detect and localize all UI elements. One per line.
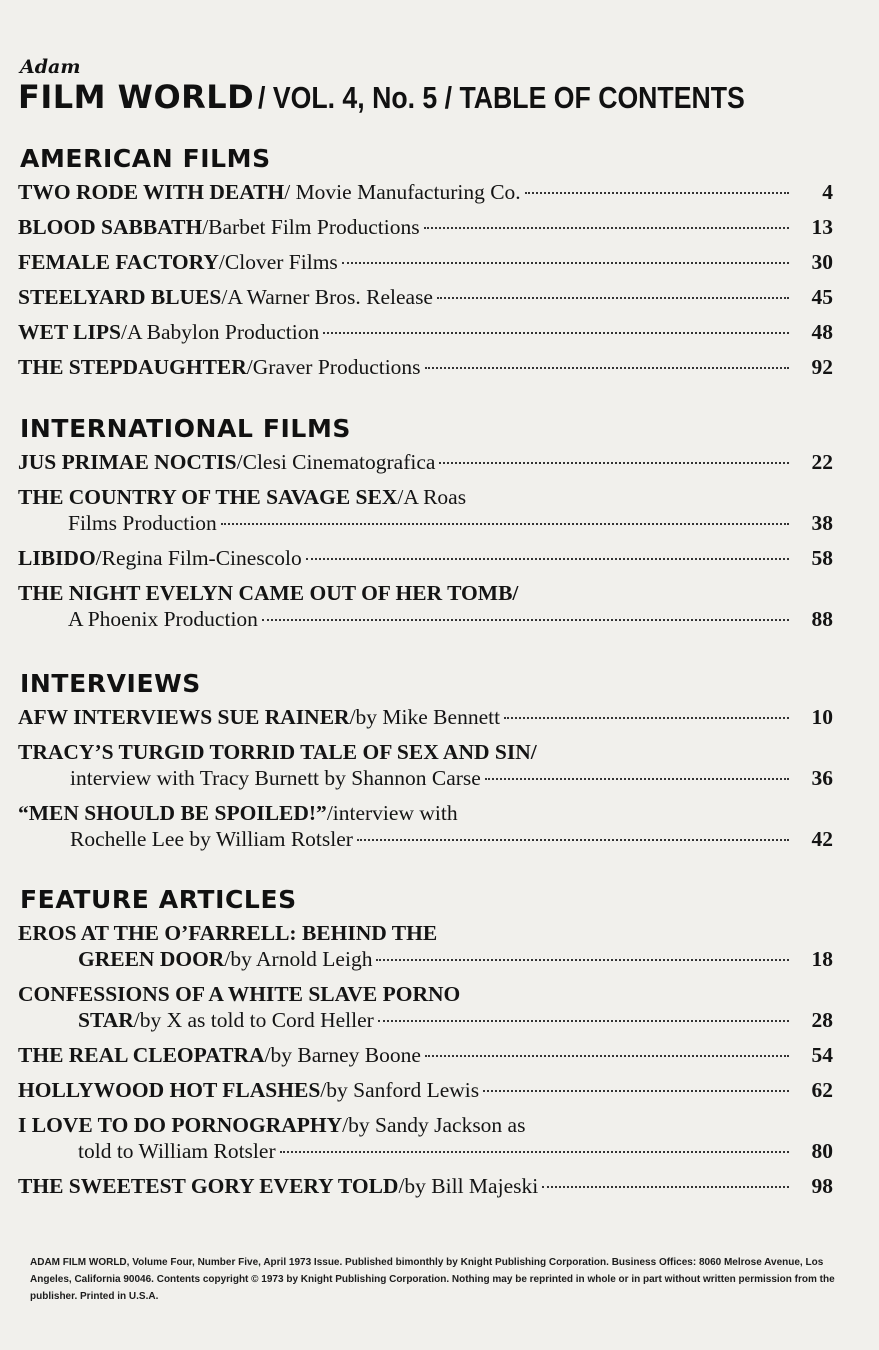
entry-credit-continued: A Phoenix Production bbox=[68, 607, 258, 631]
entry-line bbox=[18, 1042, 833, 1068]
entry-credit-continued: /by Arnold Leigh bbox=[224, 947, 373, 971]
entry-credit: /Barbet Film Productions bbox=[202, 215, 420, 239]
masthead bbox=[18, 78, 824, 116]
page-number: 18 bbox=[811, 947, 833, 971]
entry-continuation bbox=[18, 1138, 833, 1164]
page-number: 30 bbox=[811, 250, 833, 274]
page-number: 38 bbox=[811, 511, 833, 535]
entry-credit: /by Sanford Lewis bbox=[320, 1078, 480, 1102]
entry-title: WET LIPS bbox=[18, 320, 121, 344]
dot-leader bbox=[357, 839, 789, 841]
entry-continuation bbox=[18, 606, 833, 632]
entry-line bbox=[18, 449, 833, 475]
entry-credit: /Regina Film-Cinescolo bbox=[95, 546, 302, 570]
entry-credit: /A Babylon Production bbox=[120, 320, 320, 344]
dot-leader bbox=[378, 1020, 789, 1022]
page-number: 80 bbox=[811, 1139, 833, 1163]
page-number: 28 bbox=[811, 1008, 833, 1032]
page-number: 88 bbox=[811, 607, 833, 631]
entry-line bbox=[18, 580, 833, 606]
entry-line bbox=[18, 214, 833, 240]
entry-credit-continued: /by X as told to Cord Heller bbox=[133, 1008, 374, 1032]
section-heading: INTERNATIONAL FILMS bbox=[20, 414, 352, 443]
entry-line bbox=[18, 545, 833, 571]
entry-title: EROS AT THE O’FARRELL: BEHIND THE bbox=[18, 921, 438, 945]
dot-leader bbox=[221, 523, 789, 525]
entry-line bbox=[18, 1173, 833, 1199]
entry-title: THE STEPDAUGHTER bbox=[18, 355, 247, 379]
section bbox=[18, 669, 833, 861]
section bbox=[18, 885, 833, 1208]
dot-leader bbox=[485, 778, 789, 780]
entry-credit-continued: Films Production bbox=[68, 511, 217, 535]
entry-title: LIBIDO bbox=[18, 546, 96, 570]
toc-entry[interactable] bbox=[18, 1173, 833, 1199]
dot-leader bbox=[342, 262, 789, 264]
entry-continuation bbox=[18, 765, 833, 791]
entry-title: THE SWEETEST GORY EVERY TOLD bbox=[18, 1174, 399, 1198]
page-number: 42 bbox=[811, 827, 833, 851]
entry-line bbox=[18, 1112, 833, 1138]
entry-line bbox=[18, 739, 833, 765]
toc-entry[interactable] bbox=[18, 981, 833, 1033]
toc-entry[interactable] bbox=[18, 704, 833, 730]
dot-leader bbox=[504, 717, 789, 719]
page-number: 92 bbox=[811, 355, 833, 379]
entry-title: “MEN SHOULD BE SPOILED!” bbox=[18, 801, 327, 825]
entry-title: THE NIGHT EVELYN CAME OUT OF HER TOMB/ bbox=[18, 581, 519, 605]
entry-credit: /interview with bbox=[326, 801, 458, 825]
toc-entry[interactable] bbox=[18, 1077, 833, 1103]
page-number: 10 bbox=[811, 705, 833, 729]
entry-credit: /Clover Films bbox=[218, 250, 338, 274]
entry-line bbox=[18, 319, 833, 345]
toc-entry[interactable] bbox=[18, 1042, 833, 1068]
publication-footer: ADAM FILM WORLD, Volume Four, Number Five, April 1973 Issue. Published bimonthly by Knight Publishing Corporation. Business Offices: 8060 Melrose Avenue, Los Angeles, California 90046. Contents copyright © 1973 by Knight Publishing Corporation. Nothing may be reprinted in whole or in part without written permission from the publisher. Printed in U.S.A. bbox=[30, 1257, 835, 1302]
toc-entry[interactable] bbox=[18, 580, 833, 632]
toc-entry[interactable] bbox=[18, 319, 833, 345]
entry-continuation bbox=[18, 510, 833, 536]
page-number: 98 bbox=[811, 1174, 833, 1198]
toc-entry[interactable] bbox=[18, 484, 833, 536]
section-heading: AMERICAN FILMS bbox=[20, 144, 271, 173]
entry-credit: /A Warner Bros. Release bbox=[221, 285, 433, 309]
brand-logo: Adam bbox=[20, 56, 81, 78]
dot-leader bbox=[425, 367, 789, 369]
toc-entry[interactable] bbox=[18, 1112, 833, 1164]
section-heading: INTERVIEWS bbox=[20, 669, 201, 698]
entry-credit-continued: told to William Rotsler bbox=[78, 1139, 276, 1163]
dot-leader bbox=[439, 462, 789, 464]
entry-title: CONFESSIONS OF A WHITE SLAVE PORNO bbox=[18, 982, 461, 1006]
dot-leader bbox=[376, 959, 789, 961]
entry-title: STEELYARD BLUES bbox=[18, 285, 222, 309]
entry-title: TRACY’S TURGID TORRID TALE OF SEX AND SIN/ bbox=[18, 740, 537, 764]
page-number: 36 bbox=[811, 766, 833, 790]
entry-line bbox=[18, 249, 833, 275]
dot-leader bbox=[437, 297, 789, 299]
toc-entry[interactable] bbox=[18, 920, 833, 972]
section bbox=[18, 144, 833, 389]
entry-title-continued: STAR bbox=[78, 1008, 134, 1032]
entry-credit: /by Bill Majeski bbox=[398, 1174, 539, 1198]
page-number: 13 bbox=[811, 215, 833, 239]
toc-entry[interactable] bbox=[18, 214, 833, 240]
dot-leader bbox=[280, 1151, 789, 1153]
entry-title: THE COUNTRY OF THE SAVAGE SEX bbox=[18, 485, 398, 509]
page-number: 62 bbox=[811, 1078, 833, 1102]
dot-leader bbox=[323, 332, 789, 334]
section bbox=[18, 414, 833, 641]
toc-entry[interactable] bbox=[18, 800, 833, 852]
entry-title: HOLLYWOOD HOT FLASHES bbox=[18, 1078, 321, 1102]
entry-title: JUS PRIMAE NOCTIS bbox=[18, 450, 237, 474]
entry-title: FEMALE FACTORY bbox=[18, 250, 219, 274]
dot-leader bbox=[425, 1055, 789, 1057]
entry-continuation bbox=[18, 1007, 833, 1033]
entry-continuation bbox=[18, 946, 833, 972]
toc-entry[interactable] bbox=[18, 354, 833, 380]
page-number: 58 bbox=[811, 546, 833, 570]
toc-entry[interactable] bbox=[18, 284, 833, 310]
entry-line bbox=[18, 284, 833, 310]
page-number: 54 bbox=[811, 1043, 833, 1067]
entry-continuation bbox=[18, 826, 833, 852]
entry-credit: /by Barney Boone bbox=[264, 1043, 421, 1067]
dot-leader bbox=[483, 1090, 789, 1092]
entry-title: BLOOD SABBATH bbox=[18, 215, 203, 239]
entry-title: TWO RODE WITH DEATH bbox=[18, 180, 285, 204]
toc-entry[interactable] bbox=[18, 249, 833, 275]
page-number: 45 bbox=[811, 285, 833, 309]
entry-credit: /Graver Productions bbox=[246, 355, 421, 379]
entry-credit: / Movie Manufacturing Co. bbox=[284, 180, 521, 204]
entry-title: THE REAL CLEOPATRA bbox=[18, 1043, 265, 1067]
entry-credit-continued: interview with Tracy Burnett by Shannon Carse bbox=[70, 766, 481, 790]
entry-line bbox=[18, 484, 833, 510]
magazine-title: FILM WORLD bbox=[18, 78, 255, 116]
dot-leader bbox=[525, 192, 789, 194]
entry-line bbox=[18, 800, 833, 826]
entry-credit: /by Sandy Jackson as bbox=[342, 1113, 526, 1137]
entry-credit: /Clesi Cinematografica bbox=[236, 450, 436, 474]
entry-credit-continued: Rochelle Lee by William Rotsler bbox=[70, 827, 353, 851]
page-number: 48 bbox=[811, 320, 833, 344]
page-number: 22 bbox=[811, 450, 833, 474]
dot-leader bbox=[306, 558, 789, 560]
entry-credit: /by Mike Bennett bbox=[349, 705, 501, 729]
section-heading: FEATURE ARTICLES bbox=[20, 885, 297, 914]
entry-title-continued: GREEN DOOR bbox=[78, 947, 225, 971]
entry-line bbox=[18, 354, 833, 380]
toc-entry[interactable] bbox=[18, 545, 833, 571]
dot-leader bbox=[262, 619, 789, 621]
entry-line bbox=[18, 920, 833, 946]
dot-leader bbox=[542, 1186, 789, 1188]
entry-line bbox=[18, 704, 833, 730]
toc-entry[interactable] bbox=[18, 739, 833, 791]
page-number: 4 bbox=[822, 180, 833, 204]
dot-leader bbox=[424, 227, 789, 229]
entry-title: I LOVE TO DO PORNOGRAPHY bbox=[18, 1113, 343, 1137]
toc-entry[interactable] bbox=[18, 179, 833, 205]
volume-toc-title: / VOL. 4, No. 5 / TABLE OF CONTENTS bbox=[258, 80, 746, 115]
entry-line bbox=[18, 981, 833, 1007]
toc-entry[interactable] bbox=[18, 449, 833, 475]
entry-line bbox=[18, 179, 833, 205]
entry-line bbox=[18, 1077, 833, 1103]
entry-credit: /A Roas bbox=[397, 485, 467, 509]
entry-title: AFW INTERVIEWS SUE RAINER bbox=[18, 705, 350, 729]
